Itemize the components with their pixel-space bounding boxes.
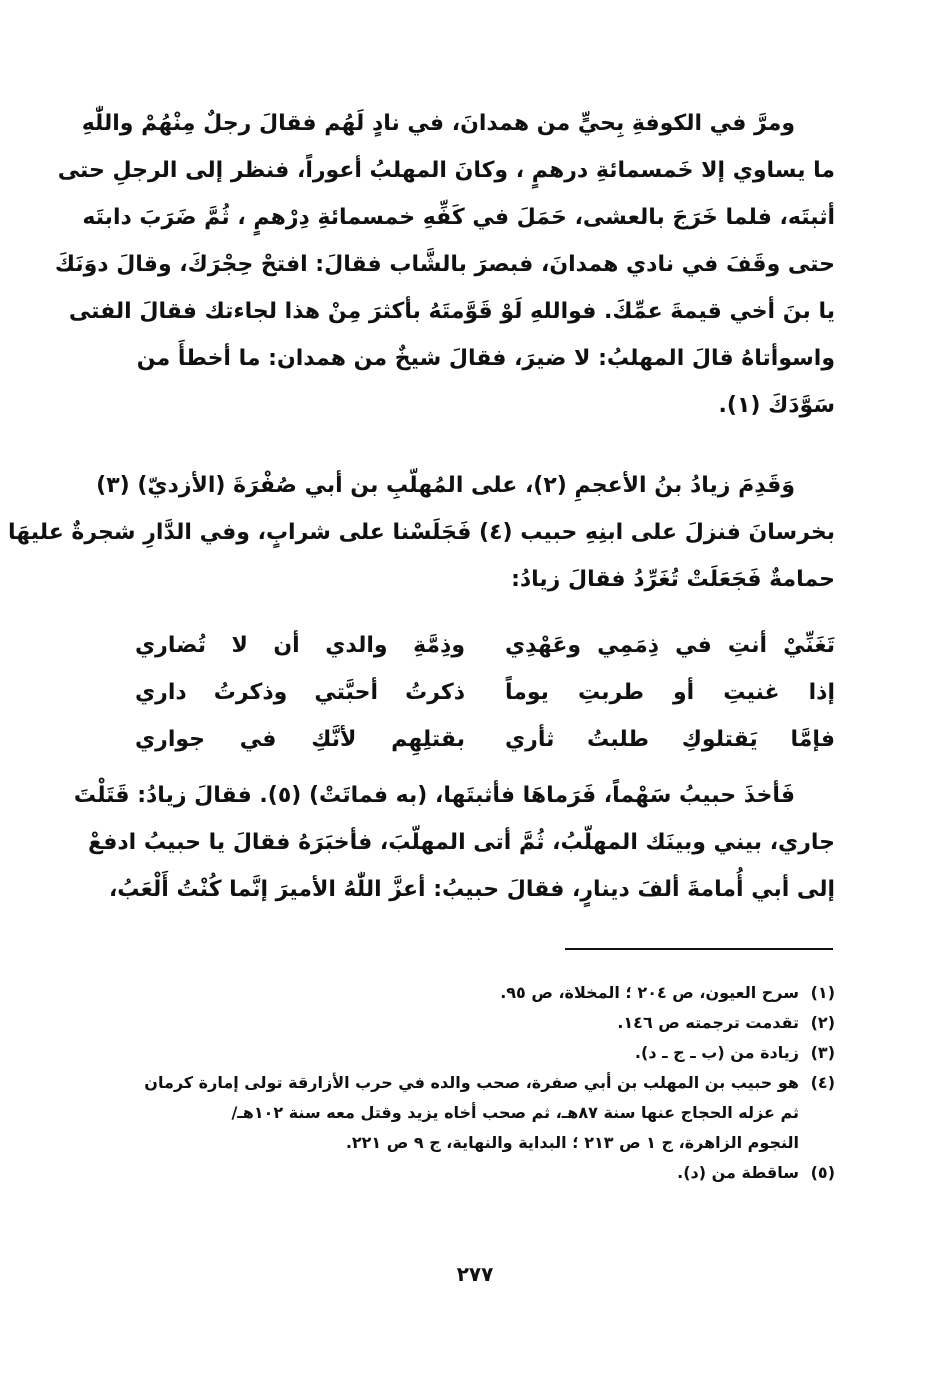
footnote-body [135, 1008, 799, 1038]
text-line: حتى وقَفَ في نادي همدانَ، فبصرَ بالشَّاب فقالَ: افتحْ حِجْرَكَ، وقالَ دوَنَكَ [54, 252, 835, 277]
footnote-number: (٤) [810, 1073, 835, 1092]
paragraph-1 [54, 100, 835, 429]
footnotes [135, 978, 835, 1188]
footnote-body [135, 1068, 799, 1158]
footnote-line: ساقطة من (د). [677, 1163, 799, 1182]
text-line: وَقَدِمَ زيادُ بنُ الأعجمِ (٢)، على المُهلّبِ بن أبي صُفْرَةَ (الأزديّ) (٣) [96, 473, 795, 498]
page-number: ٢٧٧ [456, 1262, 494, 1286]
text-line: واسوأتاهُ قالَ المهلبُ: لا ضيرَ، فقالَ شيخٌ من همدان: ما أخطأَ من [136, 346, 835, 371]
footnote-number: (٣) [810, 1043, 835, 1062]
footnote-body [135, 1038, 799, 1068]
text-line: ومرَّ في الكوفةِ بِحيٍّ من همدانَ، في نادٍ لَهُم فقالَ رجلٌ مِنْهُمْ واللّٰهِ [81, 111, 795, 136]
footnote-line: تقدمت ترجمته ص ١٤٦. [617, 1013, 799, 1032]
paragraph-3 [73, 772, 835, 913]
footnote-line: سرح العيون، ص ٢٠٤ ؛ المخلاة، ص ٩٥. [500, 983, 799, 1002]
footnote [135, 1158, 835, 1188]
footnote-number: (١) [810, 983, 835, 1002]
poem-hemistich-first: تَغَنِّيْ أنتِ في ذِمَمِي وعَهْدِي [505, 633, 835, 658]
text-line: إلى أبي أُمامةَ ألفَ دينارٍ، فقالَ حبيبُ: أعزَّ اللّٰهُ الأميرَ إنَّما كُنْتُ أَلْعَبُ، [108, 877, 835, 902]
text-line: أثبتَه، فلما خَرَجَ بالعشى، حَمَلَ في كَفِّهِ خمسمائةِ دِرْهمٍ ، ثُمَّ ضَرَبَ دابتَه [82, 205, 835, 230]
footnote [135, 1038, 835, 1068]
footnote-body [135, 978, 799, 1008]
text-line: بخرسانَ فنزلَ على ابنِهِ حبيب (٤) فَجَلَسْنا على شرابٍ، وفي الدَّارِ شجرةٌ عليهَا [7, 520, 835, 545]
footnote-line: ثم عزله الحجاج عنها سنة ٨٧هـ، ثم صحب أخاه يزيد وقتل معه سنة ١٠٢هـ/ [231, 1103, 799, 1122]
poem-hemistich-first: إذا غنيتِ أو طربتِ يوماً [505, 680, 835, 705]
footnote [135, 1008, 835, 1038]
text-line: ما يساوي إلا خَمسمائةِ درهمٍ ، وكانَ المهلبُ أعوراً، فنظر إلى الرجلِ حتى [57, 158, 835, 183]
footnote [135, 1068, 835, 1158]
text-line: حمامةٌ فَجَعَلَتْ تُغَرِّدُ فقالَ زيادُ: [511, 567, 835, 592]
footnote-number: (٢) [810, 1013, 835, 1032]
poem-verse [135, 716, 835, 763]
footnote-line: زيادة من (ب ـ ج ـ د). [634, 1043, 799, 1062]
poem-verse [135, 622, 835, 669]
text-line: سَوَّدَكَ (١). [718, 393, 835, 418]
poem-verse [135, 669, 835, 716]
text-line: جاري، بيني وبينَك المهلّبُ، ثُمَّ أتى المهلّبَ، فأخبَرَهُ فقالَ يا حبيبُ ادفعْ [87, 830, 835, 855]
footnote [135, 978, 835, 1008]
poem-hemistich-first: فإمَّا يَقتلوكِ طلبتُ ثأري [505, 727, 835, 752]
poem-hemistich-second: وذِمَّةِ والدي أن لا تُضاري [135, 633, 465, 658]
footnote-number: (٥) [810, 1163, 835, 1182]
footnote-line: النجوم الزاهرة، ج ١ ص ٢١٣ ؛ البداية والنهاية، ج ٩ ص ٢٢١. [345, 1133, 799, 1152]
footnote-line: هو حبيب بن المهلب بن أبي صفرة، صحب والده في حرب الأزارقة تولى إمارة كرمان [144, 1073, 799, 1092]
text-line: يا بنَ أخي قيمةَ عمِّكَ. فواللهِ لَوْ قَوَّمتَهُ بأكثرَ مِنْ هذا لجاءتك فقالَ الفتى [68, 299, 835, 324]
paragraph-2 [7, 462, 835, 603]
text-line: فَأخذَ حبيبُ سَهْماً، فَرَماهَا فأثبتَها، (به فماتَتْ) (٥). فقالَ زيادُ: قَتَلْتَ [73, 783, 795, 808]
poem [135, 622, 835, 763]
poem-hemistich-second: ذكرتُ أحبَّتي وذكرتُ داري [135, 680, 465, 705]
footnote-body [135, 1158, 799, 1188]
poem-hemistich-second: بقتلِهِم لأنَّكِ في جواري [135, 727, 465, 752]
footnote-separator [565, 948, 833, 950]
